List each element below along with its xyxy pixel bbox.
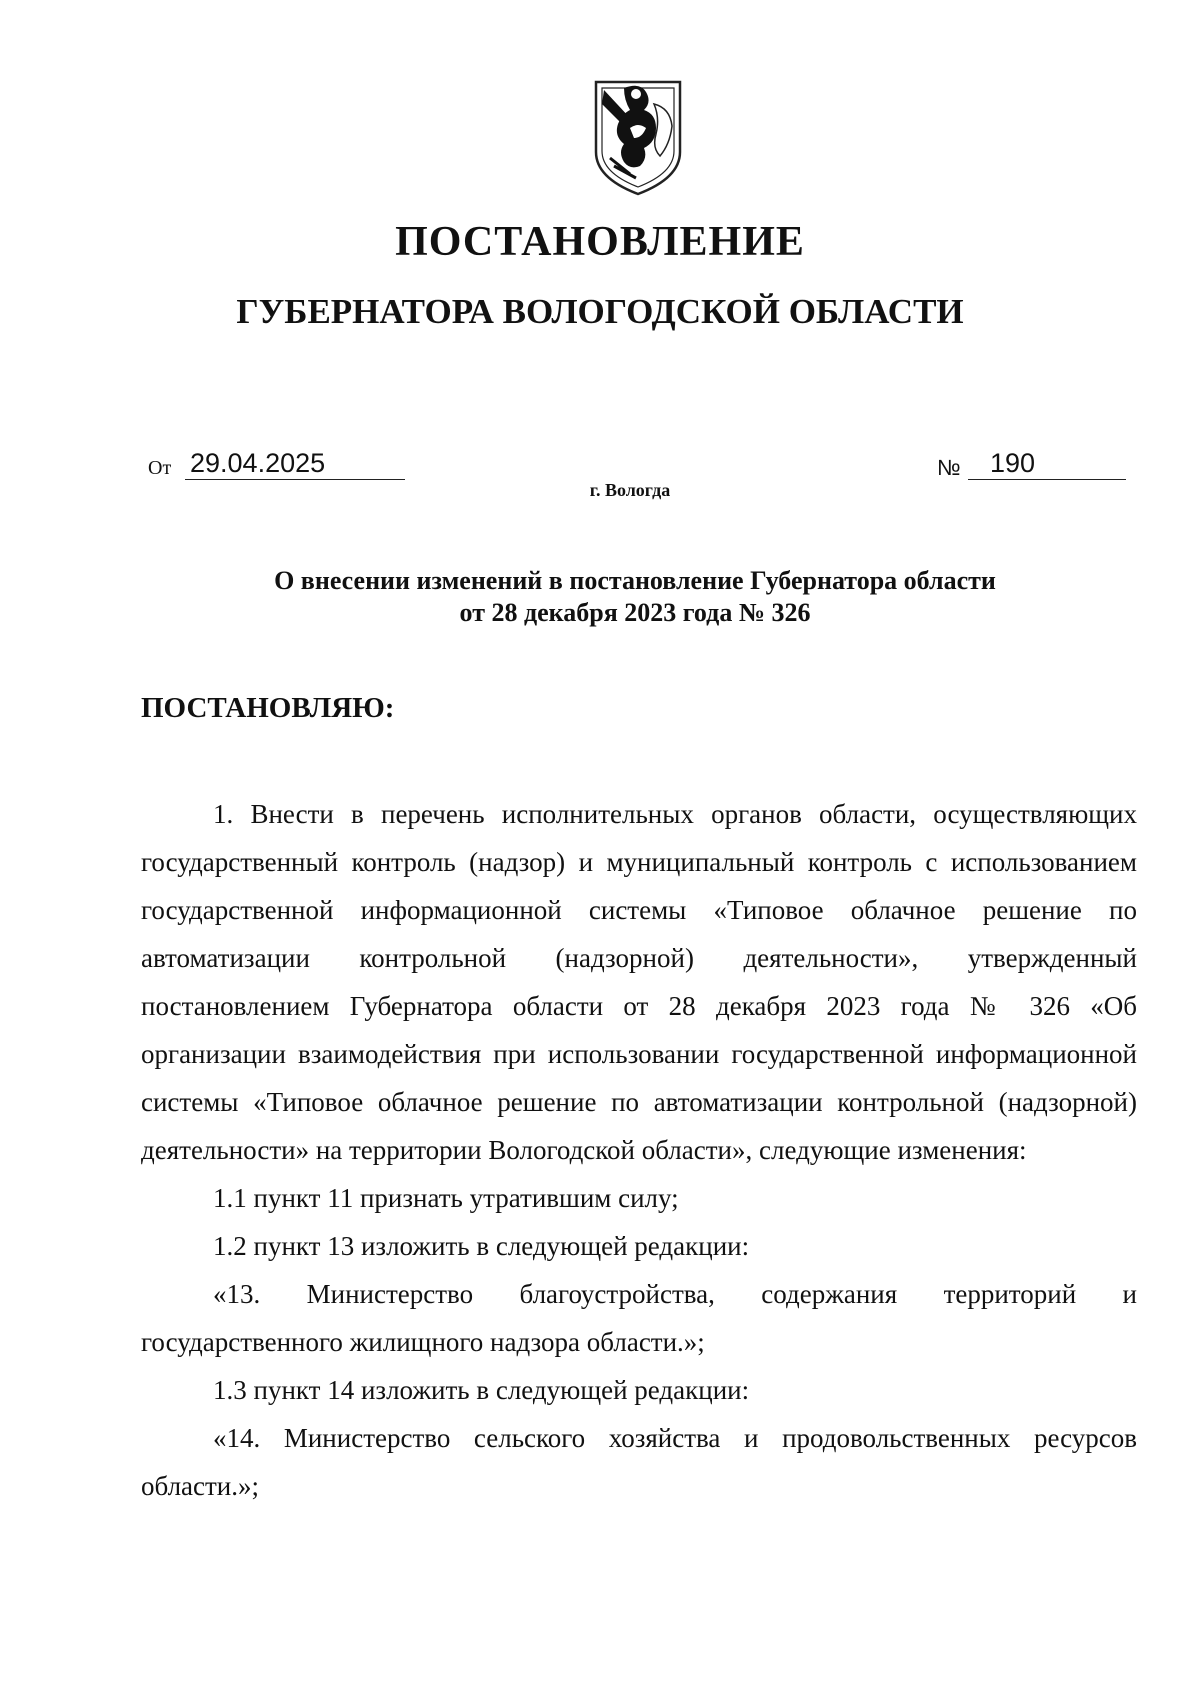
paragraph: 1. Внести в перечень исполнительных органов области, осуществляющих государственный контроль (надзор) и муниципальный контроль с использованием государственной информационной системы «Типовое облачное решение по автоматизации контрольной (надзорной) деятельности», утвержденный постановлением Губернатора области от 28 декабря 2023 года № 326 «Об организации взаимодействия при использовании государственной информационной системы «Типовое облачное решение по автоматизации контрольной (надзорной) деятельности» на территории Вологодской области», следующие изменения: [141,799,1137,1165]
paragraph: «13. Министерство благоустройства, содержания территорий и государственного жилищного надзора области.»; [141,1279,1137,1357]
subject-line-1: О внесении изменений в постановление Губернатора области [274,566,996,595]
document-subject [0,565,1200,629]
document-body [141,790,1137,1510]
document-number: 190 [968,447,1126,480]
coat-of-arms-emblem [590,78,686,198]
paragraph: 1.3 пункт 14 изложить в следующей редакции: [213,1375,750,1405]
decree-heading: ПОСТАНОВЛЯЮ: [141,692,395,724]
paragraph: 1.1 пункт 11 признать утратившим силу; [213,1183,679,1213]
city: г. Вологда [589,480,671,500]
document-title: ПОСТАНОВЛЕНИЕ [395,219,805,265]
issuer-title: ГУБЕРНАТОРА ВОЛОГОДСКОЙ ОБЛАСТИ [236,292,964,331]
paragraph: 1.2 пункт 13 изложить в следующей редакции: [213,1231,750,1261]
number-label: № [937,455,961,480]
document-date: 29.04.2025 [185,447,405,480]
paragraph: «14. Министерство сельского хозяйства и продовольственных ресурсов области.»; [141,1423,1137,1501]
subject-line-2: от 28 декабря 2023 года № 326 [459,598,811,627]
date-label: От [148,457,172,479]
